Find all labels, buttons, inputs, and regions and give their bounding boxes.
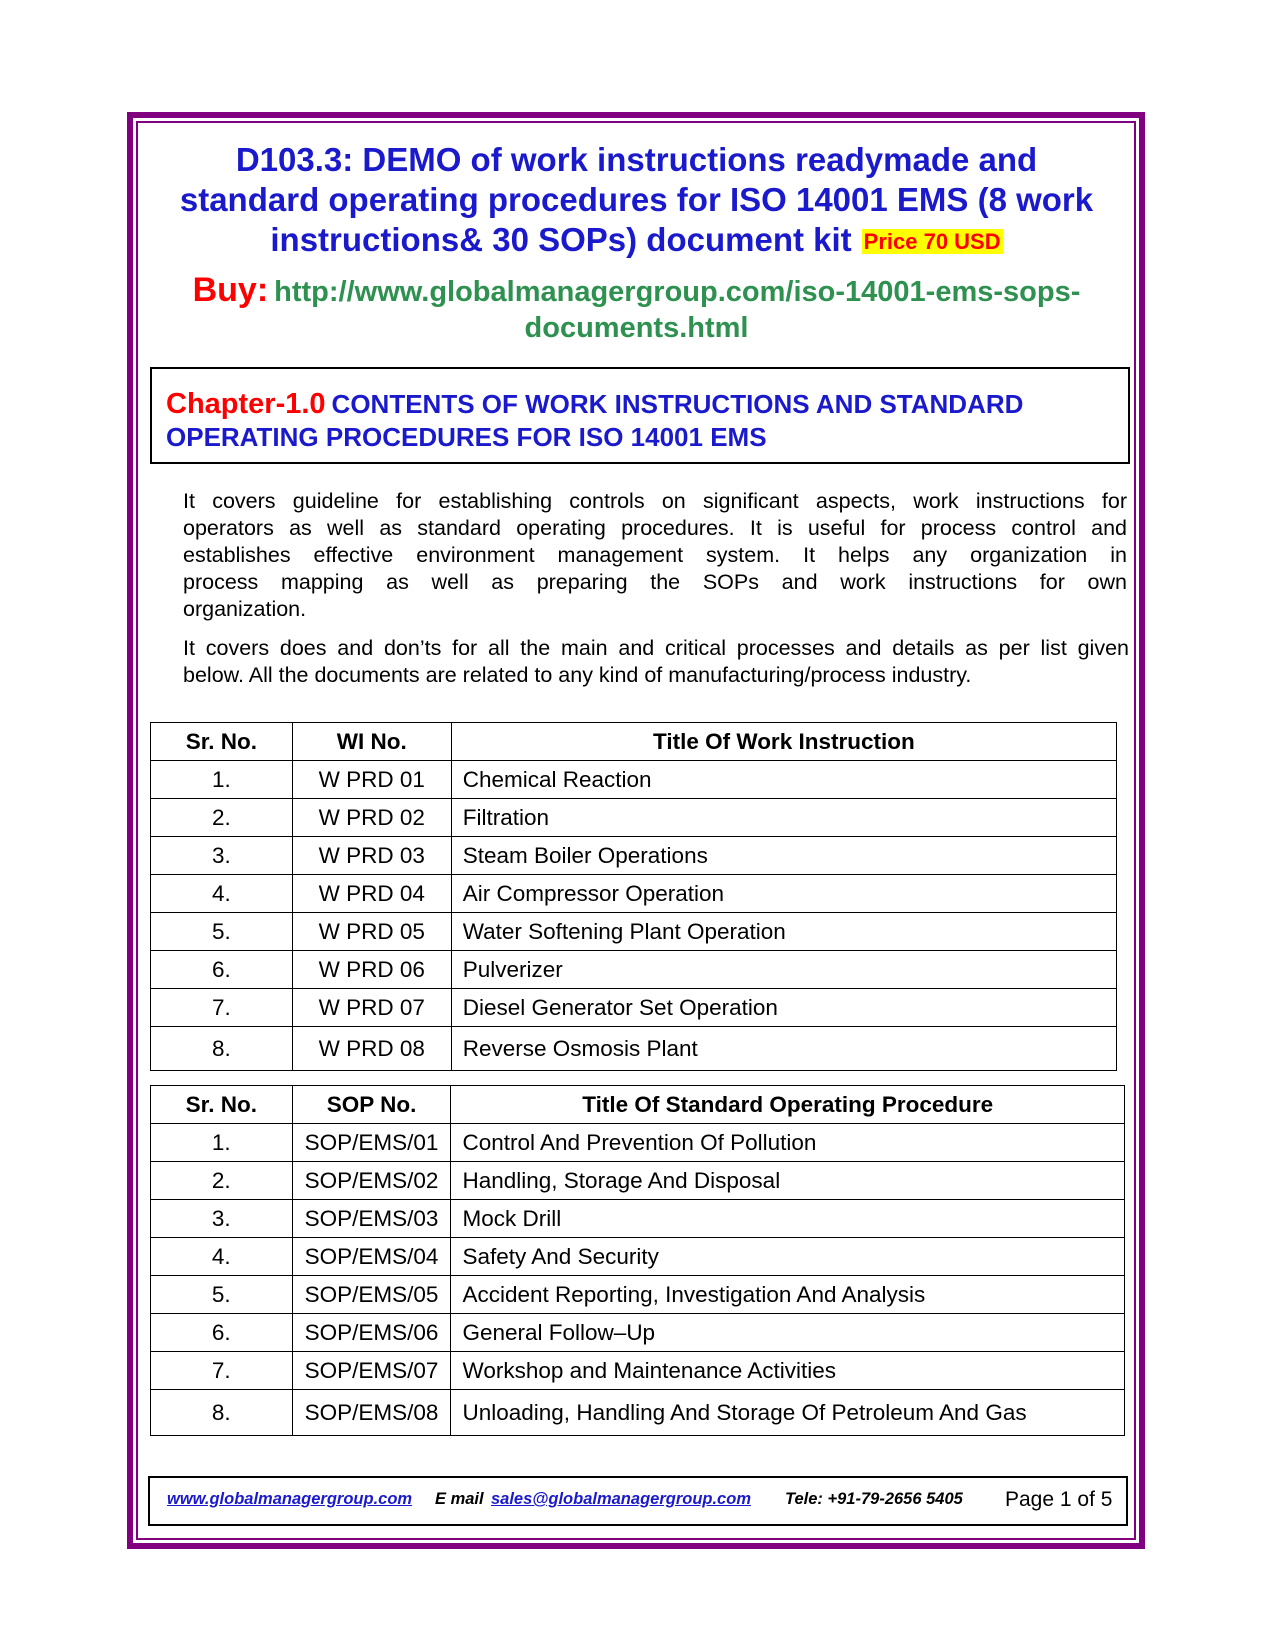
sop-title-cell: Mock Drill xyxy=(451,1200,1125,1238)
sop-title-cell: Workshop and Maintenance Activities xyxy=(451,1352,1125,1390)
paragraph-line: operators as well as standard operating procedures. It is useful for process control and xyxy=(183,516,1127,540)
table-row xyxy=(151,1276,1125,1314)
buy-url-part-2[interactable]: documents.html xyxy=(524,312,749,344)
sr-no-cell: 2. xyxy=(151,799,293,837)
work-instruction-table xyxy=(150,722,1117,1071)
table-row xyxy=(151,875,1117,913)
sop-title-cell: Handling, Storage And Disposal xyxy=(451,1162,1125,1200)
table-row xyxy=(151,951,1117,989)
wi-title-cell: Chemical Reaction xyxy=(451,761,1116,799)
paragraph-line: below. All the documents are related to any kind of manufacturing/process industry. xyxy=(183,663,972,687)
sr-no-cell: 2. xyxy=(151,1162,293,1200)
page-number: Page 1 of 5 xyxy=(1005,1488,1113,1511)
sop-no-cell: SOP/EMS/06 xyxy=(292,1314,451,1352)
wi-no-cell: W PRD 04 xyxy=(292,875,451,913)
table-row xyxy=(151,799,1117,837)
sr-no-cell: 8. xyxy=(151,1027,293,1071)
sop-title-cell: Unloading, Handling And Storage Of Petroleum And Gas xyxy=(451,1390,1125,1436)
chapter-heading-box xyxy=(150,367,1130,464)
table-row xyxy=(151,1124,1125,1162)
sop-no-cell: SOP/EMS/01 xyxy=(292,1124,451,1162)
wi-no-cell: W PRD 02 xyxy=(292,799,451,837)
header-sop-no: SOP No. xyxy=(292,1086,451,1124)
sop-no-cell: SOP/EMS/07 xyxy=(292,1352,451,1390)
table-header-row xyxy=(151,1086,1125,1124)
buy-label: Buy: xyxy=(192,271,269,309)
chapter-label: Chapter-1.0 xyxy=(166,388,326,420)
footer-email-link[interactable]: sales@globalmanagergroup.com xyxy=(491,1490,751,1508)
wi-title-cell: Pulverizer xyxy=(451,951,1116,989)
paragraph-line: process mapping as well as preparing the SOPs and work instructions for own xyxy=(183,570,1127,594)
footer-email-label: E mail xyxy=(435,1490,484,1508)
wi-no-cell: W PRD 05 xyxy=(292,913,451,951)
sop-no-cell: SOP/EMS/02 xyxy=(292,1162,451,1200)
sop-no-cell: SOP/EMS/08 xyxy=(292,1390,451,1436)
buy-line-1 xyxy=(140,272,1133,310)
chapter-title-part-2: OPERATING PROCEDURES FOR ISO 14001 EMS xyxy=(166,422,767,452)
sop-title-cell: General Follow–Up xyxy=(451,1314,1125,1352)
title-line-2: standard operating procedures for ISO 14001 EMS (8 work xyxy=(179,181,1094,218)
table-row xyxy=(151,1200,1125,1238)
chapter-title-part-1: CONTENTS OF WORK INSTRUCTIONS AND STANDARD xyxy=(331,389,1024,419)
table-header-row xyxy=(151,723,1117,761)
table-row xyxy=(151,1238,1125,1276)
header-sr-no: Sr. No. xyxy=(151,723,293,761)
table-row xyxy=(151,989,1117,1027)
sop-no-cell: SOP/EMS/03 xyxy=(292,1200,451,1238)
title-line-1: D103.3: DEMO of work instructions readymade and xyxy=(235,141,1038,178)
sr-no-cell: 7. xyxy=(151,1352,293,1390)
wi-title-cell: Diesel Generator Set Operation xyxy=(451,989,1116,1027)
sop-title-cell: Control And Prevention Of Pollution xyxy=(451,1124,1125,1162)
wi-title-cell: Steam Boiler Operations xyxy=(451,837,1116,875)
wi-no-cell: W PRD 06 xyxy=(292,951,451,989)
sr-no-cell: 1. xyxy=(151,1124,293,1162)
sop-title-cell: Accident Reporting, Investigation And Analysis xyxy=(451,1276,1125,1314)
footer-telephone: Tele: +91-79-2656 5405 xyxy=(785,1490,963,1508)
paragraph-line: It covers does and don’ts for all the main and critical processes and details as per list given xyxy=(183,636,1129,660)
table-row xyxy=(151,1390,1125,1436)
title-line-3-text: instructions& 30 SOPs) document kit xyxy=(270,221,852,258)
table-row xyxy=(151,761,1117,799)
sr-no-cell: 7. xyxy=(151,989,293,1027)
sr-no-cell: 5. xyxy=(151,913,293,951)
table-row xyxy=(151,1027,1117,1071)
paragraph-line: organization. xyxy=(183,597,307,621)
paragraph-line: establishes effective environment management system. It helps any organization in xyxy=(183,543,1127,567)
wi-title-cell: Filtration xyxy=(451,799,1116,837)
wi-no-cell: W PRD 07 xyxy=(292,989,451,1027)
table-row xyxy=(151,1314,1125,1352)
sr-no-cell: 4. xyxy=(151,875,293,913)
sop-no-cell: SOP/EMS/05 xyxy=(292,1276,451,1314)
sr-no-cell: 3. xyxy=(151,837,293,875)
price-badge: Price 70 USD xyxy=(863,229,1001,254)
table-row xyxy=(151,1352,1125,1390)
sr-no-cell: 6. xyxy=(151,1314,293,1352)
sop-no-cell: SOP/EMS/04 xyxy=(292,1238,451,1276)
table-row xyxy=(151,1162,1125,1200)
wi-no-cell: W PRD 03 xyxy=(292,837,451,875)
sop-table xyxy=(150,1085,1125,1436)
wi-title-cell: Reverse Osmosis Plant xyxy=(451,1027,1116,1071)
wi-title-cell: Air Compressor Operation xyxy=(451,875,1116,913)
header-sr-no: Sr. No. xyxy=(151,1086,293,1124)
buy-section xyxy=(140,272,1133,346)
wi-title-cell: Water Softening Plant Operation xyxy=(451,913,1116,951)
chapter-line-1 xyxy=(166,388,1114,421)
intro-paragraph xyxy=(183,488,1127,623)
sr-no-cell: 5. xyxy=(151,1276,293,1314)
wi-no-cell: W PRD 08 xyxy=(292,1027,451,1071)
table-row xyxy=(151,913,1117,951)
header-sop-title: Title Of Standard Operating Procedure xyxy=(451,1086,1125,1124)
buy-url-part-1[interactable]: http://www.globalmanagergroup.com/iso-14001-ems-sops- xyxy=(274,276,1081,308)
wi-no-cell: W PRD 01 xyxy=(292,761,451,799)
table-row xyxy=(151,837,1117,875)
sr-no-cell: 8. xyxy=(151,1390,293,1436)
sr-no-cell: 1. xyxy=(151,761,293,799)
scope-paragraph xyxy=(183,635,1129,689)
sr-no-cell: 3. xyxy=(151,1200,293,1238)
paragraph-line: It covers guideline for establishing controls on significant aspects, work instructions for xyxy=(183,489,1127,513)
sop-title-cell: Safety And Security xyxy=(451,1238,1125,1276)
document-title xyxy=(140,140,1133,262)
header-wi-no: WI No. xyxy=(292,723,451,761)
sr-no-cell: 4. xyxy=(151,1238,293,1276)
header-wi-title: Title Of Work Instruction xyxy=(451,723,1116,761)
footer-website-link[interactable]: www.globalmanagergroup.com xyxy=(167,1490,413,1508)
sr-no-cell: 6. xyxy=(151,951,293,989)
title-line-3 xyxy=(140,220,1133,262)
